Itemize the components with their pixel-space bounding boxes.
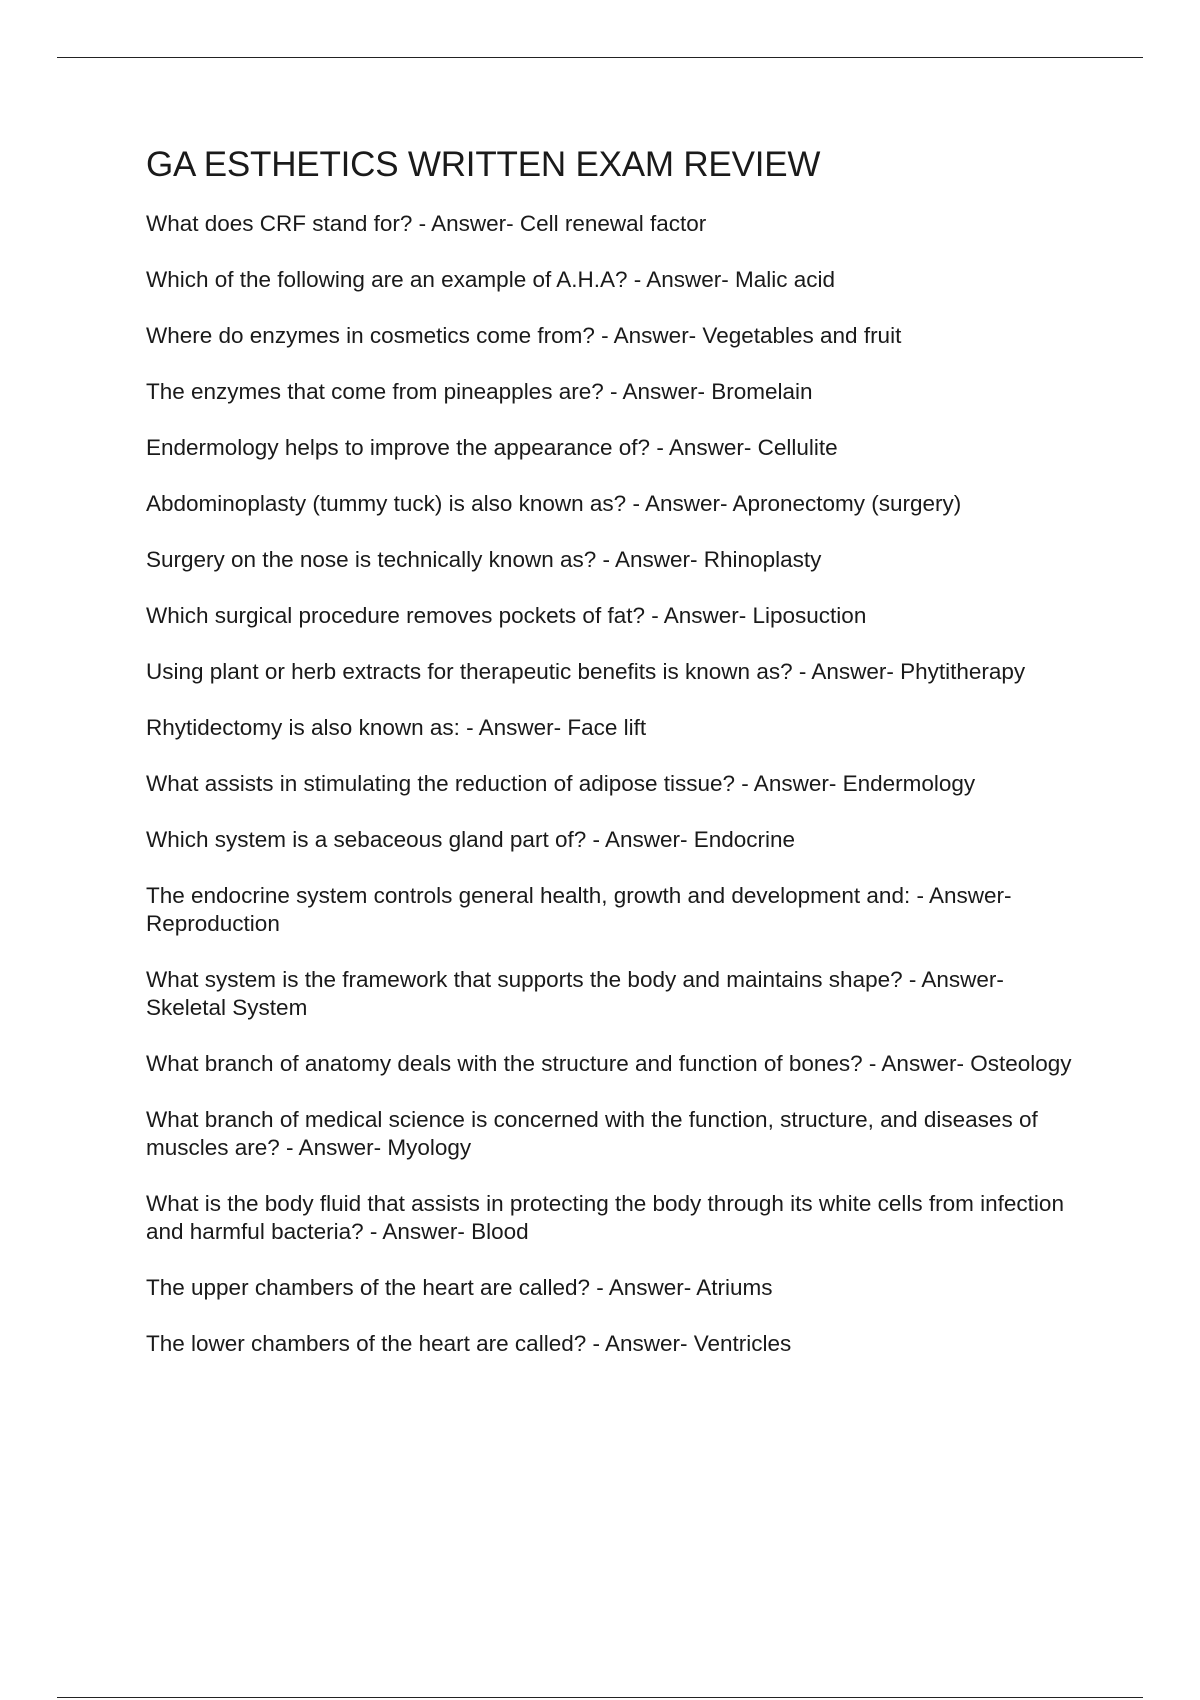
qa-item: What assists in stimulating the reduction of adipose tissue? - Answer- Endermology xyxy=(146,771,976,796)
top-divider xyxy=(57,57,1143,58)
qa-item: Abdominoplasty (tummy tuck) is also known as? - Answer- Apronectomy (surgery) xyxy=(146,491,962,516)
document-title: GA ESTHETICS WRITTEN EXAM REVIEW xyxy=(146,145,821,184)
qa-item: The lower chambers of the heart are called? - Answer- Ventricles xyxy=(146,1331,792,1356)
qa-item: What branch of medical science is concerned with the function, structure, and diseases of muscles are? - Answer- Myology xyxy=(146,1107,1038,1160)
bottom-divider xyxy=(57,1697,1143,1698)
qa-item: The endocrine system controls general health, growth and development and: - Answer- Reproduction xyxy=(146,883,1012,936)
qa-item: The enzymes that come from pineapples are? - Answer- Bromelain xyxy=(146,379,813,404)
qa-item: What does CRF stand for? - Answer- Cell renewal factor xyxy=(146,211,707,236)
qa-item: What branch of anatomy deals with the structure and function of bones? - Answer- Osteology xyxy=(146,1051,1072,1076)
document-body xyxy=(146,142,1086,1386)
qa-item: Surgery on the nose is technically known as? - Answer- Rhinoplasty xyxy=(146,547,822,572)
qa-item: Rhytidectomy is also known as: - Answer- Face lift xyxy=(146,715,647,740)
qa-item: Where do enzymes in cosmetics come from? - Answer- Vegetables and fruit xyxy=(146,323,902,348)
qa-item: What system is the framework that supports the body and maintains shape? - Answer- Skeletal System xyxy=(146,967,1004,1020)
qa-item: The upper chambers of the heart are called? - Answer- Atriums xyxy=(146,1275,773,1300)
qa-item: Using plant or herb extracts for therapeutic benefits is known as? - Answer- Phytitherapy xyxy=(146,659,1026,684)
qa-item: What is the body fluid that assists in protecting the body through its white cells from infection and harmful bacteria? - Answer- Blood xyxy=(146,1191,1064,1244)
qa-list xyxy=(146,210,1086,1358)
qa-item: Which system is a sebaceous gland part of? - Answer- Endocrine xyxy=(146,827,796,852)
qa-item: Endermology helps to improve the appearance of? - Answer- Cellulite xyxy=(146,435,838,460)
qa-item: Which of the following are an example of A.H.A? - Answer- Malic acid xyxy=(146,267,836,292)
qa-item: Which surgical procedure removes pockets of fat? - Answer- Liposuction xyxy=(146,603,867,628)
